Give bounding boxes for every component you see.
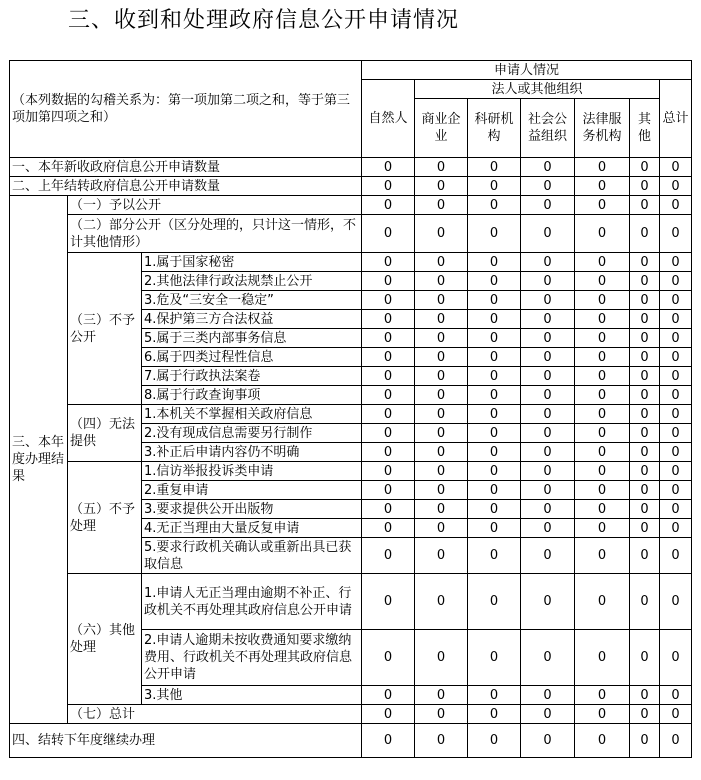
value-cell: 0 (362, 481, 415, 500)
value-cell: 0 (630, 500, 660, 519)
item-label: 5.属于三类内部事务信息 (142, 329, 362, 348)
value-cell: 0 (362, 424, 415, 443)
table-row (10, 705, 692, 724)
value-cell: 0 (575, 705, 630, 724)
value-cell: 0 (468, 519, 521, 538)
value-cell: 0 (362, 272, 415, 291)
value-cell: 0 (468, 367, 521, 386)
value-cell: 0 (660, 386, 692, 405)
value-cell: 0 (575, 329, 630, 348)
value-cell: 0 (362, 500, 415, 519)
value-cell: 0 (630, 367, 660, 386)
value-cell: 0 (630, 253, 660, 272)
value-cell: 0 (575, 500, 630, 519)
value-cell: 0 (362, 158, 415, 177)
table-row (10, 196, 692, 215)
value-cell: 0 (362, 519, 415, 538)
value-cell: 0 (415, 424, 468, 443)
value-cell: 0 (468, 291, 521, 310)
value-cell: 0 (630, 348, 660, 367)
value-cell: 0 (660, 481, 692, 500)
value-cell: 0 (521, 367, 575, 386)
value-cell: 0 (362, 574, 415, 630)
value-cell: 0 (521, 348, 575, 367)
value-cell: 0 (415, 177, 468, 196)
value-cell: 0 (521, 424, 575, 443)
item-label: 1.属于国家秘密 (142, 253, 362, 272)
value-cell: 0 (521, 158, 575, 177)
value-cell: 0 (660, 443, 692, 462)
value-cell: 0 (660, 705, 692, 724)
value-cell: 0 (415, 158, 468, 177)
row-label: 四、结转下年度继续办理 (10, 724, 362, 758)
value-cell: 0 (575, 538, 630, 574)
header-sub-business: 商业企业 (415, 99, 468, 158)
value-cell: 0 (362, 348, 415, 367)
value-cell: 0 (660, 538, 692, 574)
value-cell: 0 (468, 443, 521, 462)
value-cell: 0 (660, 574, 692, 630)
value-cell: 0 (468, 705, 521, 724)
value-cell: 0 (521, 574, 575, 630)
value-cell: 0 (660, 630, 692, 686)
value-cell: 0 (468, 329, 521, 348)
section3-label: 三、本年度办理结果 (10, 196, 68, 724)
item-label: 8.属于行政查询事项 (142, 386, 362, 405)
value-cell: 0 (575, 443, 630, 462)
item-label: 2.其他法律行政法规禁止公开 (142, 272, 362, 291)
value-cell: 0 (415, 253, 468, 272)
value-cell: 0 (362, 705, 415, 724)
item-label: 3.危及“三安全一稳定” (142, 291, 362, 310)
item-label: 4.保护第三方合法权益 (142, 310, 362, 329)
value-cell: 0 (415, 519, 468, 538)
header-sub-research: 科研机构 (468, 99, 521, 158)
header-sub-legal: 法律服务机构 (575, 99, 630, 158)
value-cell: 0 (468, 500, 521, 519)
value-cell: 0 (575, 405, 630, 424)
value-cell: 0 (575, 253, 630, 272)
value-cell: 0 (521, 462, 575, 481)
value-cell: 0 (630, 272, 660, 291)
value-cell: 0 (468, 424, 521, 443)
value-cell: 0 (630, 329, 660, 348)
value-cell: 0 (630, 291, 660, 310)
value-cell: 0 (660, 500, 692, 519)
value-cell: 0 (660, 686, 692, 705)
item-label: 5.要求行政机关确认或重新出具已获取信息 (142, 538, 362, 574)
item-label: 3.补正后申请内容仍不明确 (142, 443, 362, 462)
header-applicant: 申请人情况 (362, 61, 692, 80)
statistics-table (9, 60, 692, 758)
value-cell: 0 (630, 705, 660, 724)
group-label: （二）部分公开（区分处理的，只计这一情形，不计其他情形） (68, 215, 362, 253)
value-cell: 0 (660, 291, 692, 310)
value-cell: 0 (660, 272, 692, 291)
value-cell: 0 (415, 538, 468, 574)
value-cell: 0 (630, 215, 660, 253)
value-cell: 0 (575, 367, 630, 386)
value-cell: 0 (468, 348, 521, 367)
value-cell: 0 (362, 253, 415, 272)
value-cell: 0 (415, 462, 468, 481)
value-cell: 0 (575, 424, 630, 443)
value-cell: 0 (468, 253, 521, 272)
item-label: 2.申请人逾期未按收费通知要求缴纳费用、行政机关不再处理其政府信息公开申请 (142, 630, 362, 686)
value-cell: 0 (630, 177, 660, 196)
value-cell: 0 (630, 519, 660, 538)
group-label: （一）予以公开 (68, 196, 362, 215)
value-cell: 0 (575, 177, 630, 196)
value-cell: 0 (575, 519, 630, 538)
value-cell: 0 (362, 538, 415, 574)
value-cell: 0 (521, 443, 575, 462)
value-cell: 0 (415, 574, 468, 630)
value-cell: 0 (630, 538, 660, 574)
value-cell: 0 (630, 481, 660, 500)
item-label: 4.无正当理由大量反复申请 (142, 519, 362, 538)
value-cell: 0 (362, 443, 415, 462)
value-cell: 0 (521, 272, 575, 291)
value-cell: 0 (468, 686, 521, 705)
header-note: （本列数据的勾稽关系为：第一项加第二项之和，等于第三项加第四项之和） (10, 61, 362, 158)
value-cell: 0 (660, 348, 692, 367)
group-label: （四）无法提供 (68, 405, 142, 462)
value-cell: 0 (468, 481, 521, 500)
value-cell: 0 (660, 253, 692, 272)
value-cell: 0 (468, 196, 521, 215)
value-cell: 0 (660, 724, 692, 758)
item-label: 3.其他 (142, 686, 362, 705)
value-cell: 0 (521, 538, 575, 574)
value-cell: 0 (362, 310, 415, 329)
table-row (10, 158, 692, 177)
value-cell: 0 (630, 686, 660, 705)
value-cell: 0 (415, 367, 468, 386)
page-title: 三、收到和处理政府信息公开申请情况 (68, 8, 460, 33)
header-sub-other: 其他 (630, 99, 660, 158)
value-cell: 0 (415, 348, 468, 367)
value-cell: 0 (630, 574, 660, 630)
header-total: 总计 (660, 80, 692, 158)
item-label: 1.本机关不掌握相关政府信息 (142, 405, 362, 424)
value-cell: 0 (362, 630, 415, 686)
value-cell: 0 (468, 724, 521, 758)
value-cell: 0 (660, 158, 692, 177)
table-row (10, 215, 692, 253)
table-row (10, 253, 692, 272)
row-label: 一、本年新收政府信息公开申请数量 (10, 158, 362, 177)
item-label: 2.没有现成信息需要另行制作 (142, 424, 362, 443)
header-sub-welfare: 社会公益组织 (521, 99, 575, 158)
value-cell: 0 (415, 481, 468, 500)
value-cell: 0 (630, 158, 660, 177)
value-cell: 0 (521, 329, 575, 348)
value-cell: 0 (362, 686, 415, 705)
value-cell: 0 (660, 329, 692, 348)
value-cell: 0 (362, 724, 415, 758)
value-cell: 0 (521, 705, 575, 724)
value-cell: 0 (660, 462, 692, 481)
value-cell: 0 (468, 177, 521, 196)
value-cell: 0 (415, 500, 468, 519)
value-cell: 0 (415, 724, 468, 758)
value-cell: 0 (415, 272, 468, 291)
value-cell: 0 (362, 367, 415, 386)
value-cell: 0 (575, 310, 630, 329)
value-cell: 0 (521, 253, 575, 272)
group-label: （六）其他处理 (68, 574, 142, 705)
value-cell: 0 (415, 686, 468, 705)
item-label: 1.申请人无正当理由逾期不补正、行政机关不再处理其政府信息公开申请 (142, 574, 362, 630)
row-label: 二、上年结转政府信息公开申请数量 (10, 177, 362, 196)
value-cell: 0 (630, 405, 660, 424)
value-cell: 0 (521, 405, 575, 424)
value-cell: 0 (630, 310, 660, 329)
value-cell: 0 (521, 215, 575, 253)
value-cell: 0 (630, 630, 660, 686)
value-cell: 0 (630, 724, 660, 758)
value-cell: 0 (521, 291, 575, 310)
value-cell: 0 (575, 348, 630, 367)
value-cell: 0 (415, 443, 468, 462)
value-cell: 0 (362, 462, 415, 481)
value-cell: 0 (660, 405, 692, 424)
value-cell: 0 (415, 405, 468, 424)
value-cell: 0 (630, 196, 660, 215)
value-cell: 0 (575, 196, 630, 215)
value-cell: 0 (415, 329, 468, 348)
value-cell: 0 (630, 424, 660, 443)
header-legal-group: 法人或其他组织 (415, 80, 660, 99)
value-cell: 0 (521, 177, 575, 196)
value-cell: 0 (575, 462, 630, 481)
value-cell: 0 (415, 310, 468, 329)
value-cell: 0 (575, 481, 630, 500)
value-cell: 0 (575, 686, 630, 705)
value-cell: 0 (362, 177, 415, 196)
value-cell: 0 (630, 462, 660, 481)
table-row (10, 724, 692, 758)
value-cell: 0 (521, 500, 575, 519)
table-row (10, 405, 692, 424)
group-label: （五）不予处理 (68, 462, 142, 574)
group-label: （三）不予公开 (68, 253, 142, 405)
value-cell: 0 (575, 215, 630, 253)
value-cell: 0 (468, 574, 521, 630)
value-cell: 0 (575, 158, 630, 177)
value-cell: 0 (468, 158, 521, 177)
value-cell: 0 (521, 310, 575, 329)
value-cell: 0 (468, 538, 521, 574)
value-cell: 0 (521, 481, 575, 500)
value-cell: 0 (660, 367, 692, 386)
value-cell: 0 (575, 630, 630, 686)
value-cell: 0 (468, 630, 521, 686)
value-cell: 0 (468, 405, 521, 424)
value-cell: 0 (468, 215, 521, 253)
value-cell: 0 (660, 215, 692, 253)
header-natural-person: 自然人 (362, 80, 415, 158)
value-cell: 0 (660, 310, 692, 329)
item-label: 2.重复申请 (142, 481, 362, 500)
value-cell: 0 (660, 196, 692, 215)
value-cell: 0 (521, 386, 575, 405)
value-cell: 0 (415, 705, 468, 724)
value-cell: 0 (415, 386, 468, 405)
value-cell: 0 (521, 630, 575, 686)
value-cell: 0 (468, 462, 521, 481)
value-cell: 0 (521, 519, 575, 538)
value-cell: 0 (660, 519, 692, 538)
value-cell: 0 (415, 630, 468, 686)
value-cell: 0 (630, 443, 660, 462)
group-label: （七）总计 (68, 705, 362, 724)
value-cell: 0 (575, 574, 630, 630)
value-cell: 0 (521, 196, 575, 215)
value-cell: 0 (575, 272, 630, 291)
value-cell: 0 (468, 272, 521, 291)
value-cell: 0 (521, 724, 575, 758)
item-label: 7.属于行政执法案卷 (142, 367, 362, 386)
value-cell: 0 (660, 424, 692, 443)
value-cell: 0 (362, 196, 415, 215)
value-cell: 0 (575, 386, 630, 405)
value-cell: 0 (415, 291, 468, 310)
table-row (10, 574, 692, 630)
value-cell: 0 (362, 291, 415, 310)
value-cell: 0 (415, 215, 468, 253)
item-label: 3.要求提供公开出版物 (142, 500, 362, 519)
value-cell: 0 (362, 329, 415, 348)
table-row (10, 462, 692, 481)
value-cell: 0 (468, 310, 521, 329)
value-cell: 0 (660, 177, 692, 196)
value-cell: 0 (630, 386, 660, 405)
value-cell: 0 (362, 215, 415, 253)
value-cell: 0 (521, 686, 575, 705)
item-label: 1.信访举报投诉类申请 (142, 462, 362, 481)
value-cell: 0 (362, 386, 415, 405)
table-row (10, 177, 692, 196)
item-label: 6.属于四类过程性信息 (142, 348, 362, 367)
value-cell: 0 (575, 291, 630, 310)
value-cell: 0 (575, 724, 630, 758)
value-cell: 0 (468, 386, 521, 405)
value-cell: 0 (415, 196, 468, 215)
value-cell: 0 (362, 405, 415, 424)
